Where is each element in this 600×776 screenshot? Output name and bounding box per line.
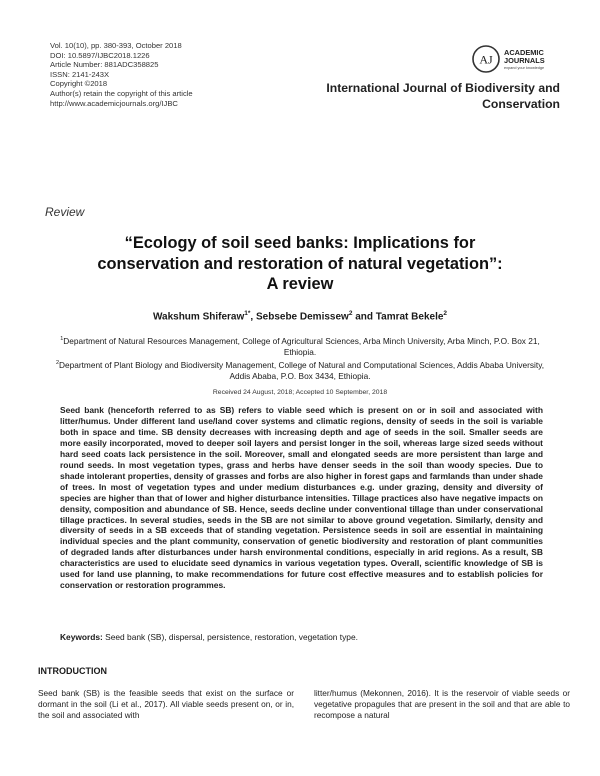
logo-tagline: expand your knowledge xyxy=(504,66,545,70)
logo-line2: JOURNALS xyxy=(504,56,545,65)
author-affiliation-mark: 1* xyxy=(244,310,251,317)
affiliation-1 xyxy=(45,334,555,358)
academic-journals-logo xyxy=(470,43,570,75)
meta-rights: Author(s) retain the copyright of this article xyxy=(50,88,193,98)
author-name: Wakshum Shiferaw xyxy=(152,311,245,323)
meta-url: http://www.academicjournals.org/IJBC xyxy=(50,98,178,108)
title-line3: A review xyxy=(266,275,334,293)
affiliation-text: Department of Plant Biology and Biodiversity Management, College of Natural and Computational Sciences, Addis Ababa University, Addis Ababa, P.O. Box 3434, Ethiopia. xyxy=(59,359,545,381)
author-name: Tamrat Bekele xyxy=(375,311,444,323)
section-heading-introduction: INTRODUCTION xyxy=(38,666,107,676)
title-line2: conservation and restoration of natural vegetation”: xyxy=(97,254,503,273)
article-title xyxy=(40,233,560,295)
author-separator: and xyxy=(352,311,376,323)
meta-copyright: Copyright ©2018 xyxy=(50,79,108,89)
meta-volume: Vol. 10(10), pp. 380-393, October 2018 xyxy=(50,41,182,50)
logo-mark: AJ xyxy=(479,52,493,67)
affiliation-2 xyxy=(45,358,555,382)
journal-name-line2: Conservation xyxy=(482,97,560,111)
affiliation-text: Department of Natural Resources Management, College of Agricultural Sciences, Arba Minch University, Arba Minch, P.O. Box 21, Ethiopia. xyxy=(63,335,540,357)
keywords xyxy=(60,632,543,642)
author-name: Sebsebe Demissew xyxy=(255,311,349,323)
received-dates: Received 24 August, 2018; Accepted 10 September, 2018 xyxy=(212,389,388,396)
title-line1: “Ecology of soil seed banks: Implications for xyxy=(124,234,476,252)
meta-issn: ISSN: 2141-243X xyxy=(50,69,110,79)
body-column-right: litter/humus (Mekonnen, 2016). It is the reservoir of viable seeds or vegetative propagules that are present in the soil and that are able to recompose a natural xyxy=(314,688,570,721)
article-metadata xyxy=(50,41,290,108)
abstract: Seed bank (henceforth referred to as SB) refers to viable seed which is present on or in soil and associated with litter/humus. Under different land use/land cover systems and climatic regions, density of seeds in the soil is variable both in space and time. SB density decreases with increasing depth and age of seeds in the soil. Smaller seeds are more easily incorporated, moved to deeper soil layers and persist longer in the soil, whereas large sized seeds without hard seed coats lack persistence in the soil. Moreover, small and elongated seeds are more persistent than large and round seeds. In most vegetation types, grass and herbs have denser seeds in the soil than woody species. Due to shade intolerant properties, density of grasses and forbs are also higher in forest gaps and farmlands than under shade of trees. In most of vegetation types and under medium disturbances e.g. under grazing, density and diversity of species are higher than that of lower and higher disturbance intensities. Tillage practices also have negative impacts on density, composition and abundance of SB. Hence, seeds decline under conventional tillage than under conservational tillage practices. In several studies, seeds in the SB are not similar to above ground vegetation. Similarly, density and diversity of seeds in a SB exceeds that of standing vegetation. Persistence seeds in soil are essential in maintaining individual species and the plant community, conservation of genetic biodiversity and restoration of plant communities of degraded lands after disturbances under harsh environmental conditions, especially in arid regions. As a result, SB characteristics are used to elucidate seed dynamics in various vegetation types. Overall, scientific knowledge of SB is used for land use planning, to make recommendations for future cost effective measures and to establish policies for conservation or restoration programmes. xyxy=(60,405,543,591)
meta-article-number: Article Number: 881ADC358825 xyxy=(50,60,159,70)
body-column-left: Seed bank (SB) is the feasible seeds that exist on the surface or dormant in the soil (Li et al., 2017). All viable seeds present on, or in, the soil and associated with xyxy=(38,688,294,721)
keywords-list: Seed bank (SB), dispersal, persistence, restoration, vegetation type. xyxy=(102,632,358,642)
logo-line1: ACADEMIC xyxy=(504,48,544,57)
article-type-label: Review xyxy=(45,205,85,219)
affiliation-mark: 2 xyxy=(55,359,60,366)
affiliations xyxy=(45,334,555,382)
journal-name xyxy=(300,80,560,112)
journal-name-line1: International Journal of Biodiversity and xyxy=(326,81,560,95)
author-list xyxy=(40,310,560,322)
author-separator: , xyxy=(250,311,256,323)
affiliation-mark: 1 xyxy=(60,336,64,342)
author-affiliation-mark: 2 xyxy=(443,310,448,317)
meta-doi: DOI: 10.5897/IJBC2018.1226 xyxy=(50,50,150,60)
keywords-label: Keywords: xyxy=(60,632,103,642)
author-affiliation-mark: 2 xyxy=(348,310,353,317)
